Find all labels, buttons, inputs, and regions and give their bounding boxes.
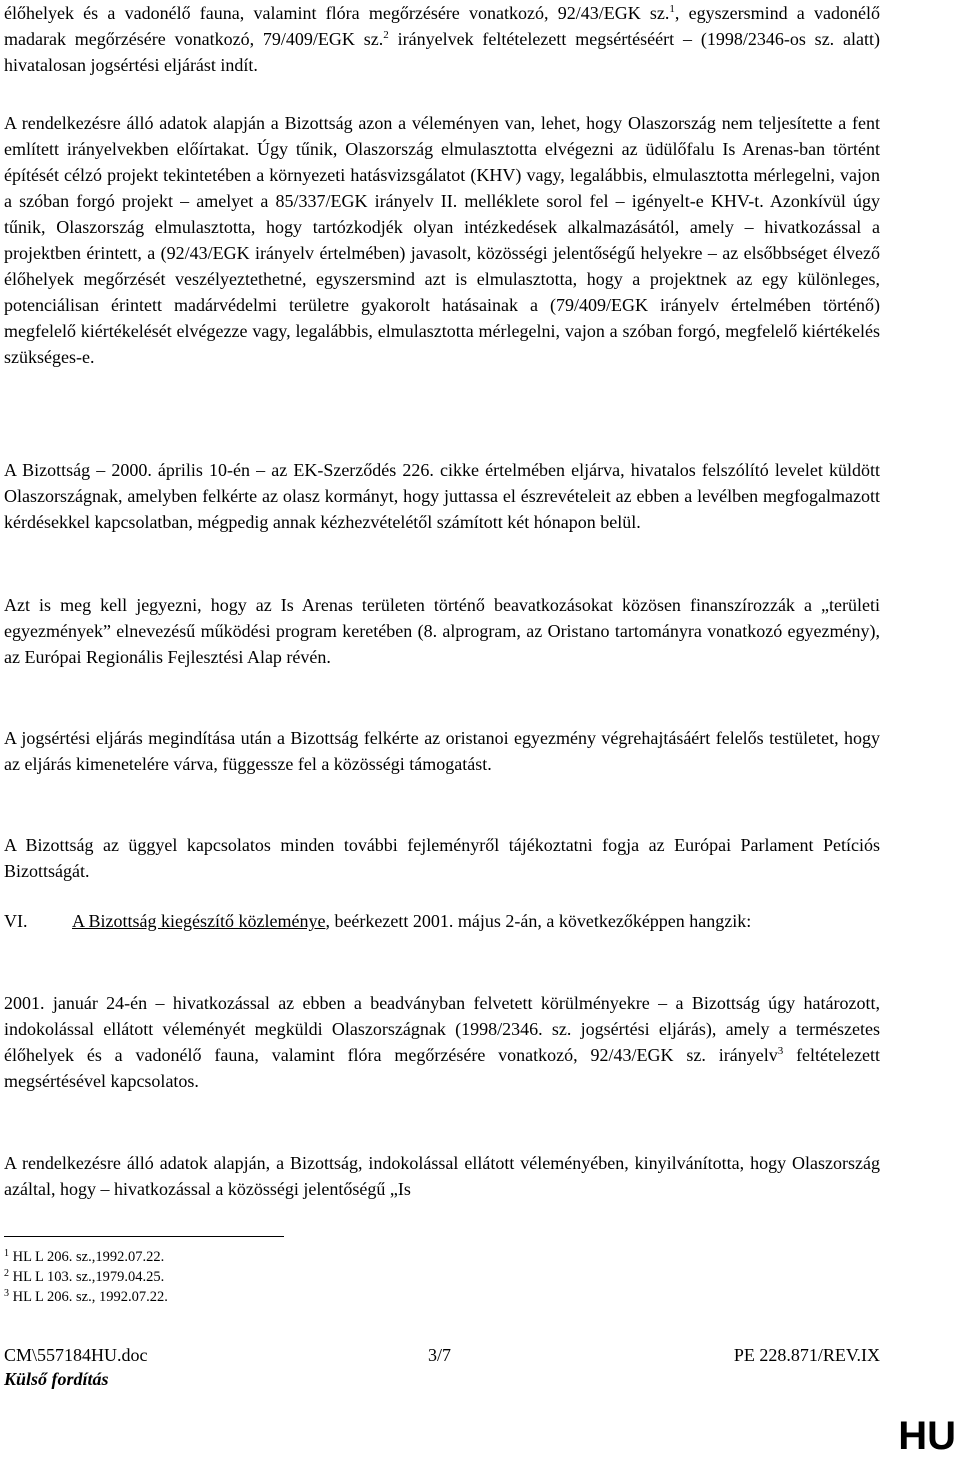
footnote: $^1$ HL L 206. sz.,1992.07.22.: [4, 1248, 165, 1265]
paragraph-intro-continued: élőhelyek és a vadonélő fauna, valamint flóra megőrzésére vonatkozó, 92/43/EGK sz.$^1$, egyszersmind a vadonélő madarak megőrzésére vonatkozó, 79/409/EGK sz.$^2$ irányelvek feltételezett megsértéséért – (1998/2346-os sz. alatt) hivatalosan jogsértési eljárást indít.: [4, 3, 881, 75]
section-title-rest: , beérkezett 2001. május 2-án, a következőképpen hangzik:: [325, 911, 752, 931]
footer-translation-note: Külső fordítás: [4, 1369, 109, 1389]
footnote: $^2$ HL L 103. sz.,1979.04.25.: [4, 1268, 165, 1285]
footer-filename: CM\557184HU.doc: [4, 1345, 148, 1365]
section-title: A Bizottság kiegészítő közleménye: [72, 911, 326, 931]
footnote-ref: 2: [383, 29, 389, 41]
paragraph-suspension: A jogsértési eljárás megindítása után a Bizottság felkérte az oristanoi egyezmény végrehajtásáért felelős testületet, hogy az eljárás kimenetelére várva, függessze fel a közösségi támogatást.: [4, 728, 880, 774]
paragraph-cofinancing: Azt is meg kell jegyezni, hogy az Is Arenas területen történő beavatkozásokat közösen finanszírozzák a „területi egyezmények” elnevezésű működési program keretében (8. alprogram, az Oristano tartományra vonatkozó egyezmény), az Európai Regionális Fejlesztési Alap révén.: [4, 595, 880, 667]
footer-reference: PE 228.871/REV.IX: [733, 1345, 880, 1365]
footer-page-number: 3/7: [428, 1345, 452, 1365]
section-number: VI.: [4, 911, 28, 931]
footnote-ref: 1: [669, 3, 675, 15]
paragraph-opinion-detail: A rendelkezésre álló adatok alapján, a Bizottság, indokolással ellátott véleményében, kinyilvánította, hogy Olaszország azáltal, hogy – hivatkozással a közösségi jelentőségű „Is: [4, 1153, 880, 1199]
footnote: $^3$ HL L 206. sz., 1992.07.22.: [4, 1288, 168, 1305]
language-code: HU: [898, 1414, 956, 1458]
paragraph-formal-notice: A Bizottság – 2000. április 10-én – az EK-Szerződés 226. cikke értelmében eljárva, hivatalos felszólító levelet küldött Olaszországnak, amelyben felkérte az olasz kormányt, hogy juttassa el észrevételeit az ebben a levélben megfogalmazott kérdésekkel kapcsolatban, mégpedig annak kézhezvételétől számított két hónapon belül.: [4, 460, 880, 532]
paragraph-assessment: A rendelkezésre álló adatok alapján a Bizottság azon a véleményen van, lehet, hogy Olaszország nem teljesítette a fent említett irányelvekben előírtakat. Úgy tűnik, Olaszország elmulasztotta elvégezni az üdülőfalu Is Arenas-ban történt építését célzó projekt tekintetében a környezeti hatásvizsgálatot (KHV) vagy, legalábbis, elmulasztotta mérlegelni, vajon a szóban forgó projekt – amelyet a 85/337/EGK irányelv II. melléklete sorol fel – igényelt-e KHV-t. Azonkívül úgy tűnik, Olaszország elmulasztotta, hogy tartózkodjék olyan intézkedések alkalmazásától, amely – hivatkozással a projektben érintett, a (92/43/EGK irányelv értelmében) javasolt, közösségi jelentőségű helyekre – az elsőbbséget élvező élőhelyek megőrzését veszélyeztethetné, egyszersmind azt is elmulasztotta, hogy a projektnek az egy különleges, potenciálisan érintett madárvédelmi területre gyakorolt hatásainak a (79/409/EGK irányelv értelmében történő) megfelelő kiértékelését elvégezze vagy, legalábbis, elmulasztotta mérlegelni, vajon a szóban forgó, megfelelő kiértékelés szükséges-e.: [4, 113, 880, 367]
paragraph-further-info: A Bizottság az üggyel kapcsolatos minden további fejleményről tájékoztatni fogja az Európai Parlament Petíciós Bizottságát.: [4, 835, 880, 881]
paragraph-reasoned-opinion: 2001. január 24-én – hivatkozással az ebben a beadványban felvetett körülményekre – a Bizottság úgy határozott, indokolással ellátott véleményét megküldi Olaszországnak (1998/2346. sz. jogsértési eljárás), amely a természetes élőhelyek és a vadonélő fauna, valamint flóra megőrzésére vonatkozó, 92/43/EGK sz. irányelv$^3$ feltételezett megsértésével kapcsolatos.: [4, 993, 880, 1091]
footnote-separator: [4, 1236, 284, 1237]
footnote-ref: 3: [777, 1045, 784, 1057]
page-footer: [4, 1342, 880, 1366]
